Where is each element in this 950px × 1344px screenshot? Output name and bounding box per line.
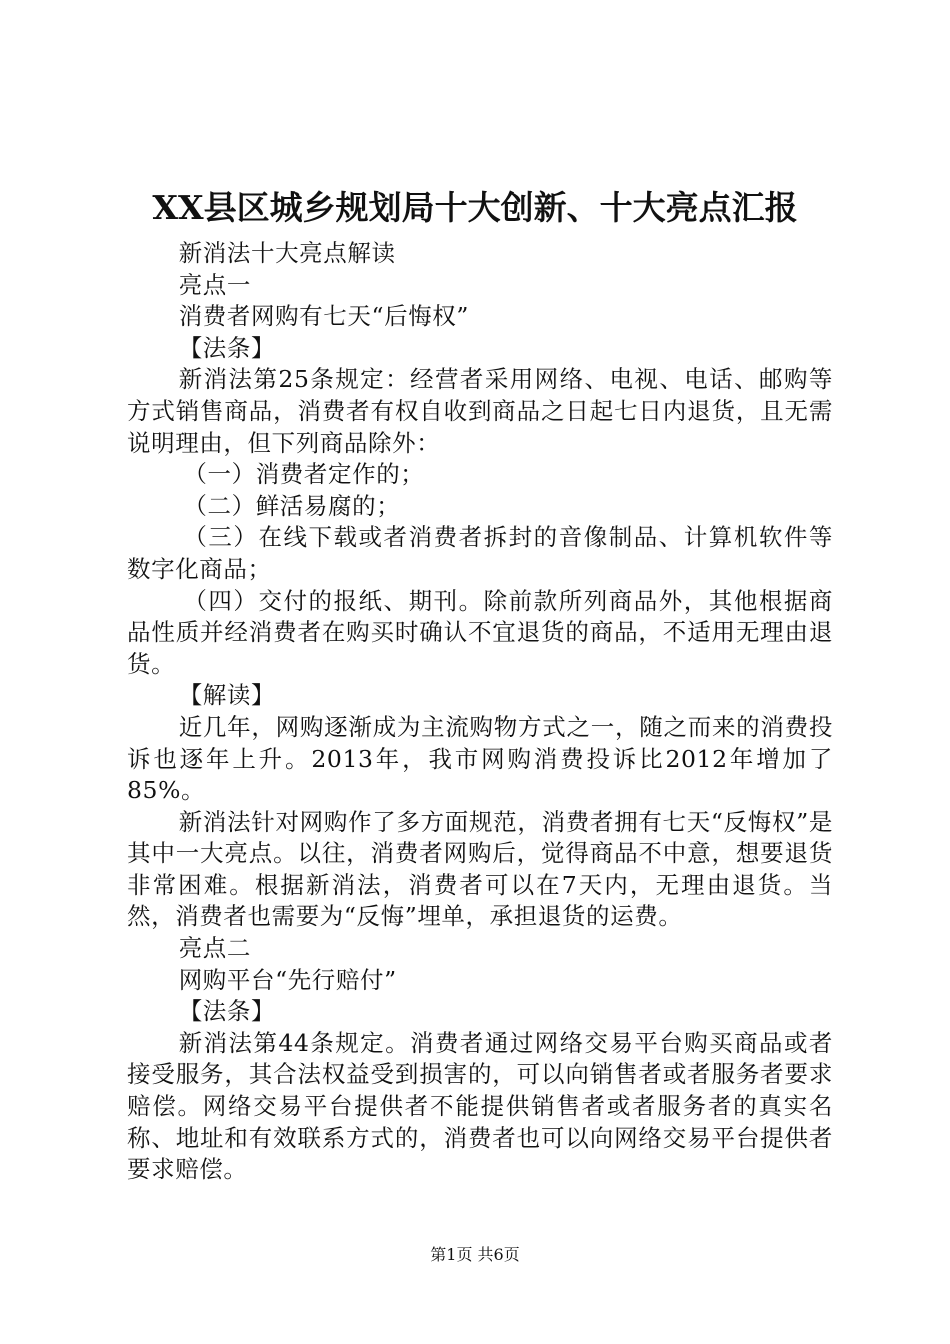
highlight-one-title: 消费者网购有七天“后悔权” bbox=[178, 302, 470, 331]
document-body bbox=[127, 238, 833, 1186]
law-clause-label: 【法条】 bbox=[178, 333, 276, 362]
law-clause-25: 新消法第25条规定：经营者采用网络、电视、电话、邮购等方式销售商品，消费者有权自收到商品之日起七日内退货，且无需说明理由，但下列商品除外： bbox=[127, 365, 833, 457]
highlight-two-label: 亮点二 bbox=[178, 934, 251, 963]
highlight-two-title: 网购平台“先行赔付” bbox=[178, 965, 397, 994]
exception-item-3: （三）在线下载或者消费者拆封的音像制品、计算机软件等数字化商品； bbox=[127, 523, 833, 583]
law-clause-44: 新消法第44条规定。消费者通过网络交易平台购买商品或者接受服务，其合法权益受到损害的，可以向销售者或者服务者要求赔偿。网络交易平台提供者不能提供销售者或者服务者的真实名称、地址和有效联系方式的，消费者也可以向网络交易平台提供者要求赔偿。 bbox=[127, 1028, 833, 1184]
document-title: XX县区城乡规划局十大创新、十大亮点汇报 bbox=[152, 188, 798, 227]
heading-interpretation: 新消法十大亮点解读 bbox=[178, 239, 396, 267]
exception-item-2: （二）鲜活易腐的； bbox=[183, 491, 401, 520]
interpretation-label: 【解读】 bbox=[178, 681, 276, 710]
exception-item-4: （四）交付的报纸、期刊。除前款所列商品外，其他根据商品性质并经消费者在购买时确认不宜退货的商品，不适用无理由退货。 bbox=[127, 586, 833, 678]
highlight-one-label: 亮点一 bbox=[178, 270, 251, 299]
page-footer: 第1页 共6页 bbox=[430, 1245, 520, 1264]
exception-item-1: （一）消费者定作的； bbox=[183, 460, 425, 489]
interpretation-paragraph-2: 新消法针对网购作了多方面规范，消费者拥有七天“反悔权”是其中一大亮点。以往，消费者网购后，觉得商品不中意，想要退货非常困难。根据新消法，消费者可以在7天内，无理由退货。当然，消费者也需要为“反悔”埋单，承担退货的运费。 bbox=[127, 807, 833, 931]
interpretation-paragraph-1: 近几年，网购逐渐成为主流购物方式之一，随之而来的消费投诉也逐年上升。2013年，我市网购消费投诉比2012年增加了85%。 bbox=[127, 712, 833, 805]
law-clause-label-2: 【法条】 bbox=[178, 997, 276, 1026]
